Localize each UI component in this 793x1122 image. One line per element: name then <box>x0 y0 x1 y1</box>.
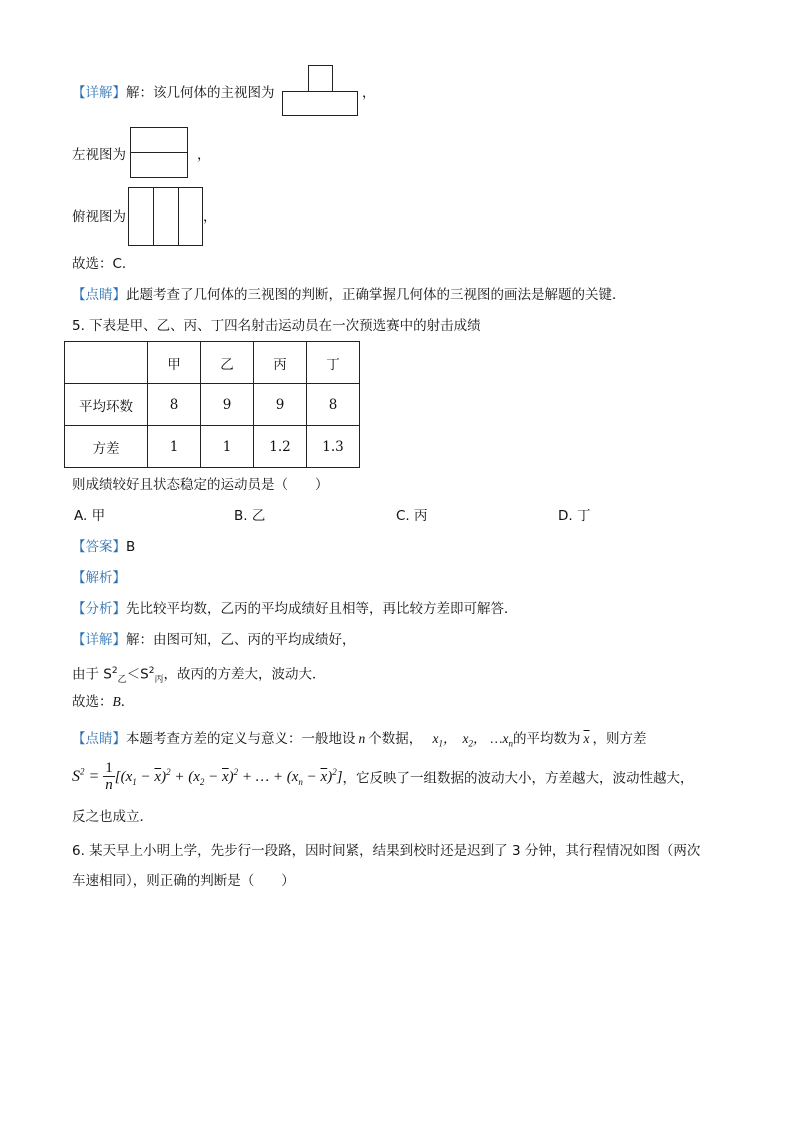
answer-line <box>72 537 135 557</box>
analysis-tag: 【解析】 <box>72 570 126 586</box>
option-b: B. 乙 <box>234 508 266 524</box>
top-view-rectangle <box>128 187 203 246</box>
left-view-text: 左视图为 <box>72 147 126 163</box>
table-row <box>65 384 360 426</box>
last-line: 反之也成立． <box>72 809 153 825</box>
detail-text: 解：由图可知，乙、丙的平均成绩好， <box>126 632 356 648</box>
comment-line <box>72 285 626 305</box>
front-view-base-block <box>282 91 358 116</box>
comment-line-2 <box>72 729 647 754</box>
table-header-cell: 乙 <box>201 342 254 384</box>
table-cell: 1 <box>201 426 254 468</box>
option-c: C. 丙 <box>396 508 428 524</box>
choice-letter: B <box>112 694 121 709</box>
math-xbar: $\overline{x}$ <box>583 731 590 746</box>
comment-n: n <box>358 731 366 746</box>
analysis-line <box>72 599 518 619</box>
math-x2: $x_2$， <box>462 731 487 749</box>
detail-tag-2: 【详解】 <box>72 632 126 648</box>
variance-symbol: $S^2$ = <box>72 766 104 786</box>
comment-tag: 【点睛】 <box>72 287 126 303</box>
question-6-line-2: 车速相同），则正确的判断是（ ） <box>72 873 295 889</box>
analysis-sub-tag: 【分析】 <box>72 601 126 617</box>
variance-formula-line <box>72 760 694 793</box>
table-cell: 8 <box>307 384 360 426</box>
comment-tag-2: 【点睛】 <box>72 731 126 747</box>
compare-line: 由于 $S^2_乙<S^2_丙$，故丙的方差大，波动大． <box>72 666 326 686</box>
table-cell: 8 <box>148 384 201 426</box>
compare-sub-bing: 丙 <box>154 675 164 686</box>
choice-prefix: 故选： <box>72 694 113 710</box>
math-x1: $x_1$， <box>432 731 457 749</box>
answer-tag: 【答案】 <box>72 539 126 555</box>
detail-line <box>72 630 356 650</box>
table-row <box>65 426 360 468</box>
table-cell: 平均环数 <box>65 384 148 426</box>
table-cell: 1.2 <box>254 426 307 468</box>
fraction-one-over-n: $\frac{1}{n}$ <box>105 760 113 793</box>
option-a: A. 甲 <box>74 508 106 524</box>
question-5-prompt: 则成绩较好且状态稳定的运动员是（ ） <box>72 477 329 493</box>
comment-text: 此题考查了几何体的三视图的判断，正确掌握几何体的三视图的画法是解题的关键． <box>126 287 626 303</box>
compare-mid: ＜S <box>126 666 149 683</box>
left-view-divider <box>130 152 188 153</box>
question-5-stem: 5. 下表是甲、乙、丙、丁四名射击运动员在一次预选赛中的射击成绩 <box>72 318 481 334</box>
compare-prefix: 由于 S <box>72 666 112 683</box>
choice-line: 故选：C． <box>72 256 136 272</box>
table-header-cell: 丁 <box>307 342 360 384</box>
table-header-cell: 甲 <box>148 342 201 384</box>
comment-part-c: 的平均数为 <box>513 731 581 747</box>
score-table <box>64 341 360 468</box>
formula-tail-text: ，它反映了一组数据的波动大小，方差越大，波动性越大， <box>342 770 694 787</box>
top-view-comma: ， <box>203 209 217 225</box>
front-view-top-block <box>308 65 333 92</box>
choice-line-2 <box>72 692 134 712</box>
front-view-comma: ， <box>362 85 376 101</box>
table-cell: 1 <box>148 426 201 468</box>
answer-value: B <box>126 539 136 555</box>
compare-sub-yi: 乙 <box>117 675 127 686</box>
compare-suffix: ，故丙的方差大，波动大． <box>163 666 326 683</box>
table-cell: 方差 <box>65 426 148 468</box>
comment-part-b: 个数据， <box>368 731 423 747</box>
comment-part-d: ，则方差 <box>592 731 647 747</box>
math-xn: $\dots x_n$ <box>490 731 514 749</box>
question-6-line-1: 6. 某天早上小明上学，先步行一段路，因时间紧，结果到校时还是迟到了 3 分钟，其行程情况如图（两次 <box>72 843 701 859</box>
top-view-divider-left <box>153 187 154 246</box>
top-view-text: 俯视图为 <box>72 209 126 225</box>
front-view-text: 解：该几何体的主视图为 <box>126 85 275 101</box>
left-view-comma: ， <box>197 147 211 163</box>
table-cell: 1.3 <box>307 426 360 468</box>
variance-expression: [$(x_1 - \overline{x})^2 + (x_2 - \overline{x})^2$ + … + $(x_n - \overline{x})^2$] <box>114 766 343 787</box>
table-cell: 9 <box>201 384 254 426</box>
table-cell: 9 <box>254 384 307 426</box>
detail-tag: 【详解】 <box>72 85 126 101</box>
choice-suffix: ． <box>120 694 135 710</box>
top-view-divider-right <box>178 187 179 246</box>
table-header-cell <box>65 342 148 384</box>
table-header-cell: 丙 <box>254 342 307 384</box>
explanation-front-line <box>72 83 275 103</box>
analysis-text: 先比较平均数，乙丙的平均成绩好且相等，再比较方差即可解答． <box>126 601 518 617</box>
table-header-row <box>65 342 360 384</box>
option-d: D. 丁 <box>558 508 591 524</box>
analysis-heading <box>72 568 126 588</box>
comment-part-a: 本题考查方差的定义与意义：一般地设 <box>126 731 356 747</box>
